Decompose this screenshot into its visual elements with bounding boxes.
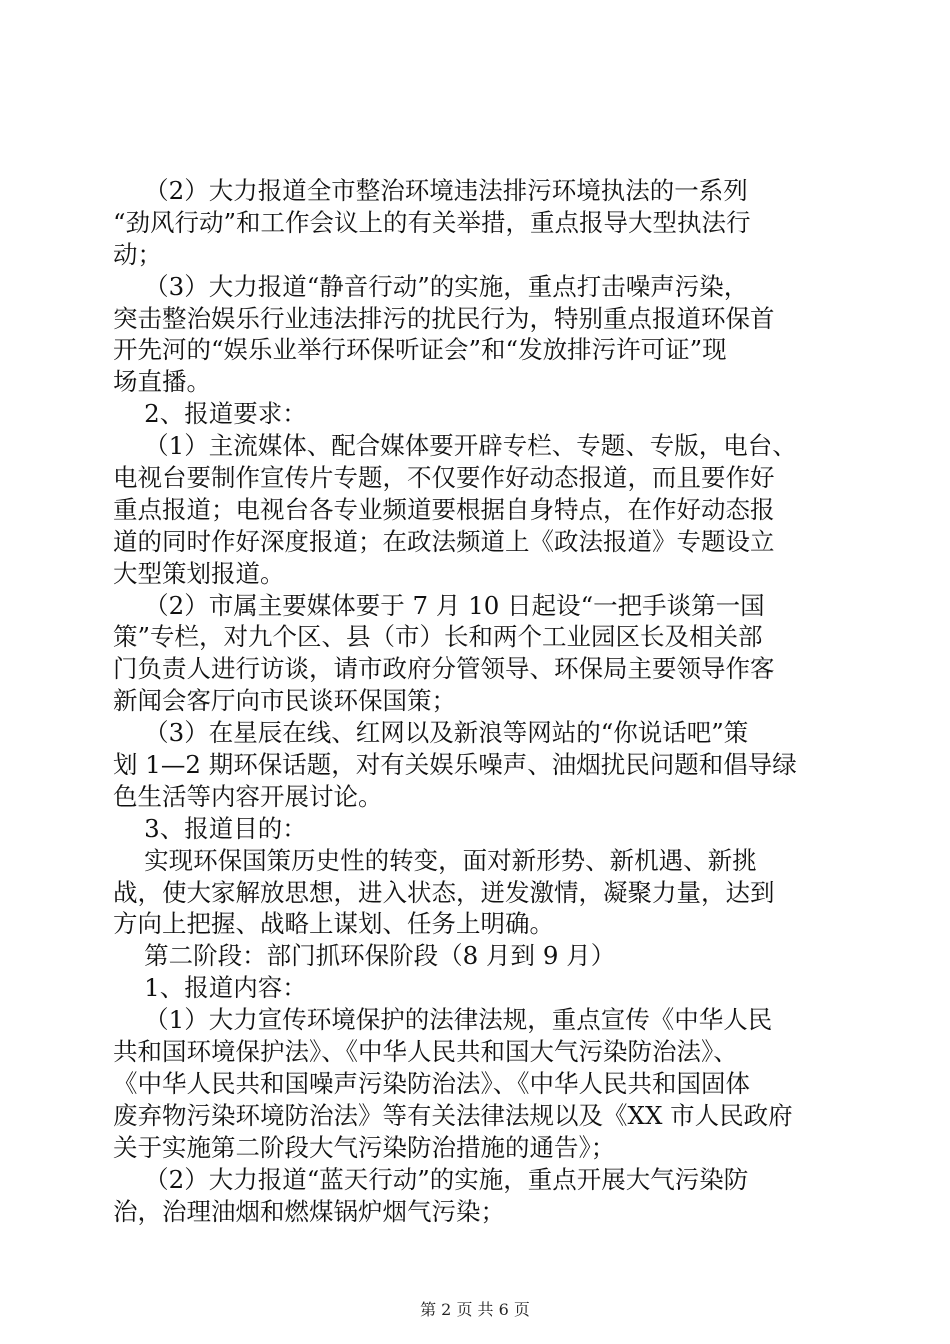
text-line: （1）大力宣传环境保护的法律法规，重点宣传《中华人民 (113, 1005, 773, 1035)
text-line: 色生活等内容开展讨论。 (113, 781, 383, 811)
section-heading: 1、报道内容： (113, 973, 307, 1003)
text-line: （2）大力报道全市整治环境违法排污环境执法的一系列 (113, 176, 748, 205)
text-line: 划 1—2 期环保话题，对有关娱乐噪声、油烟扰民问题和倡导绿 (113, 750, 797, 780)
text-line: 关于实施第二阶段大气污染防治措施的通告》； (113, 1132, 616, 1162)
text-line: （3）大力报道“静音行动”的实施，重点打击噪声污染， (113, 271, 749, 301)
text-line: 实现环保国策历史性的转变，面对新形势、新机遇、新挑 (113, 845, 757, 875)
text-line: 大型策划报道。 (113, 558, 285, 588)
section-heading: 2、报道要求： (113, 399, 307, 429)
text-line: 突击整治娱乐行业违法排污的扰民行为，特别重点报道环保首 (113, 303, 775, 333)
text-line: 电视台要制作宣传片专题，不仅要作好动态报道，而且要作好 (113, 463, 775, 493)
text-line: （1）主流媒体、配合媒体要开辟专栏、专题、专版，电台、 (113, 431, 797, 461)
text-line: 道的同时作好深度报道；在政法频道上《政法报道》专题设立 (113, 526, 775, 556)
text-line: （2）大力报道“蓝天行动”的实施，重点开展大气污染防 (113, 1164, 749, 1194)
text-line: 门负责人进行访谈，请市政府分管领导、环保局主要领导作客 (113, 654, 775, 684)
text-line: 开先河的“娱乐业举行环保听证会”和“发放排污许可证”现 (113, 335, 727, 365)
stage-heading: 第二阶段：部门抓环保阶段（8 月到 9 月） (113, 941, 616, 971)
page-number-footer: 第 2 页 共 6 页 (420, 1300, 530, 1319)
text-line: 共和国环境保护法》、《中华人民共和国大气污染防治法》、 (113, 1037, 738, 1067)
text-line: 策”专栏，对九个区、县（市）长和两个工业园区长及相关部 (113, 622, 763, 652)
text-line: 方向上把握、战略上谋划、任务上明确。 (113, 909, 554, 939)
document-body (113, 175, 848, 1227)
text-line: （2）市属主要媒体要于 7 月 10 日起设“一把手谈第一国 (113, 590, 765, 620)
text-line: 战，使大家解放思想，进入状态，迸发激情，凝聚力量，达到 (113, 877, 775, 907)
text-line: “劲风行动”和工作会议上的有关举措，重点报导大型执法行 (113, 207, 751, 237)
text-line: 场直播。 (113, 367, 211, 397)
text-line: 新闻会客厅向市民谈环保国策； (113, 686, 456, 716)
text-line: 动； (113, 239, 162, 269)
section-heading: 3、报道目的： (113, 813, 307, 843)
text-line: 《中华人民共和国噪声污染防治法》、《中华人民共和国固体 (113, 1068, 750, 1098)
text-line: 废弃物污染环境防治法》等有关法律法规以及《XX 市人民政府 (113, 1100, 793, 1130)
text-line: 治，治理油烟和燃煤锅炉烟气污染； (113, 1196, 505, 1226)
text-line: （3）在星辰在线、红网以及新浪等网站的“你说话吧”策 (113, 718, 749, 748)
text-line: 重点报道；电视台各专业频道要根据自身特点，在作好动态报 (113, 494, 775, 524)
